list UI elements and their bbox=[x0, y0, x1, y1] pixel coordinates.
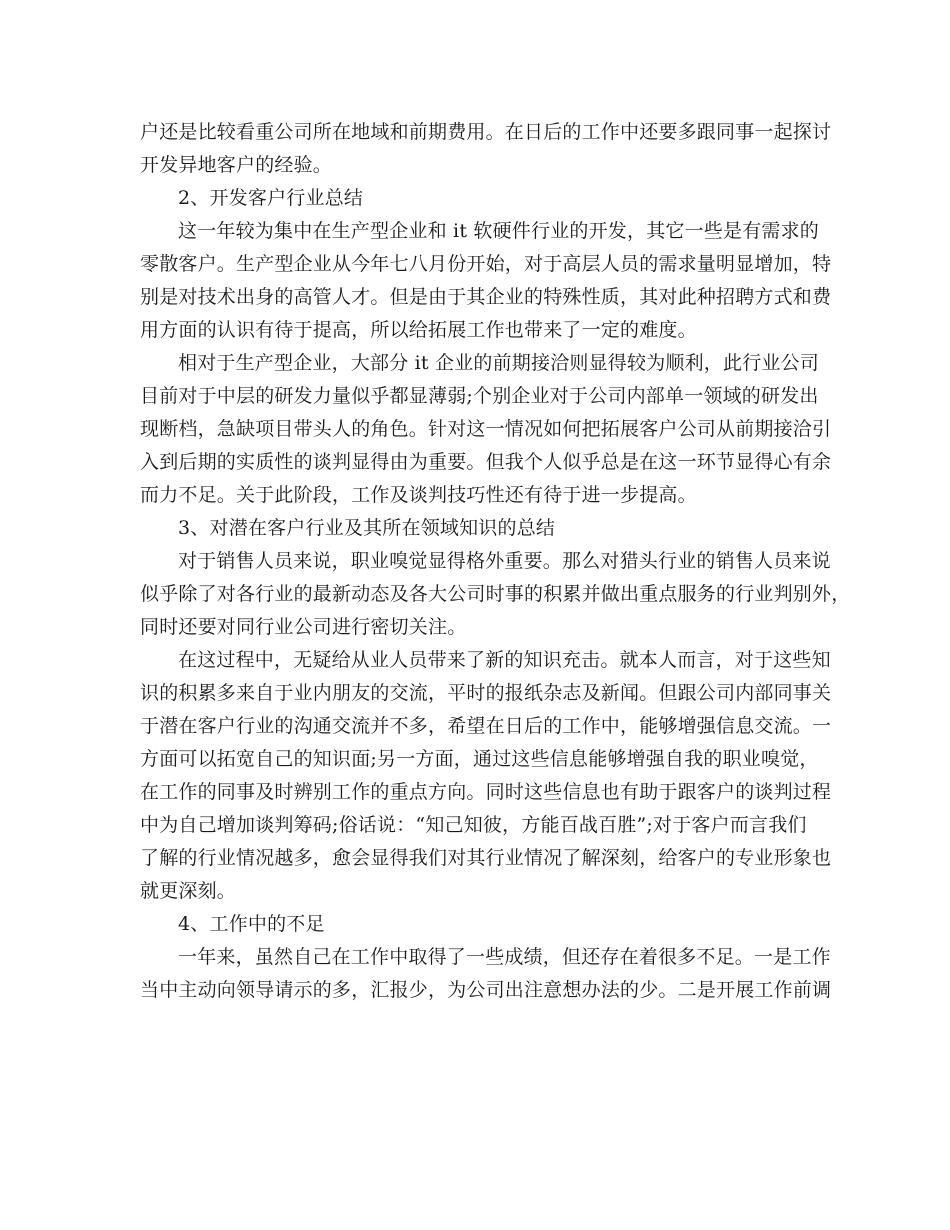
section-heading: 2、开发客户行业总结 bbox=[178, 187, 364, 209]
text-line: 现断档，急缺项目带头人的角色。针对这一情况如何把拓展客户公司从前期接洽引 bbox=[140, 418, 832, 440]
text-line: 相对于生产型企业，大部分 it 企业的前期接洽则显得较为顺利，此行业公司 bbox=[178, 352, 819, 374]
text-line: 方面可以拓宽自己的知识面;另一方面，通过这些信息能够增强自我的职业嗅觉， bbox=[140, 748, 819, 770]
text-line: 在工作的同事及时辨别工作的重点方向。同时这些信息也有助于跟客户的谈判过程 bbox=[140, 781, 832, 803]
text-line: 于潜在客户行业的沟通交流并不多，希望在日后的工作中，能够增强信息交流。一 bbox=[140, 715, 832, 737]
section-heading: 4、工作中的不足 bbox=[178, 913, 325, 935]
text-line: 开发异地客户的经验。 bbox=[140, 154, 333, 176]
text-line: 了解的行业情况越多，愈会显得我们对其行业情况了解深刻，给客户的专业形象也 bbox=[140, 847, 832, 869]
text-line: 识的积累多来自于业内朋友的交流，平时的报纸杂志及新闻。但跟公司内部同事关 bbox=[140, 682, 832, 704]
text-line: 对于销售人员来说，职业嗅觉显得格外重要。那么对猎头行业的销售人员来说 bbox=[178, 550, 831, 572]
text-line: 这一年较为集中在生产型企业和 it 软硬件行业的开发，其它一些是有需求的 bbox=[178, 220, 819, 242]
text-line: 似乎除了对各行业的最新动态及各大公司时事的积累并做出重点服务的行业判别外， bbox=[140, 583, 851, 605]
document-body bbox=[140, 116, 851, 1007]
text-line: 当中主动向领导请示的多，汇报少，为公司出注意想办法的少。二是开展工作前调 bbox=[140, 979, 832, 1001]
text-line: 入到后期的实质性的谈判显得由为重要。但我个人似乎总是在这一环节显得心有余 bbox=[140, 451, 832, 473]
text-line: 在这过程中，无疑给从业人员带来了新的知识充击。就本人而言，对于这些知 bbox=[178, 649, 831, 671]
text-line: 别是对技术出身的高管人才。但是由于其企业的特殊性质，其对此种招聘方式和费 bbox=[140, 286, 832, 308]
text-line: 目前对于中层的研发力量似乎都显薄弱;个别企业对于公司内部单一领域的研发出 bbox=[140, 385, 819, 407]
text-line: 中为自己增加谈判筹码;俗话说：“知己知彼，方能百战百胜”;对于客户而言我们 bbox=[140, 814, 807, 836]
text-line: 用方面的认识有待于提高，所以给拓展工作也带来了一定的难度。 bbox=[140, 319, 697, 341]
text-line: 户还是比较看重公司所在地域和前期费用。在日后的工作中还要多跟同事一起探讨 bbox=[140, 121, 832, 143]
text-line: 零散客户。生产型企业从今年七八月份开始，对于高层人员的需求量明显增加，特 bbox=[140, 253, 832, 275]
text-line: 就更深刻。 bbox=[140, 880, 237, 902]
text-line: 一年来，虽然自己在工作中取得了一些成绩，但还存在着很多不足。一是工作 bbox=[178, 946, 831, 968]
text-line: 而力不足。关于此阶段，工作及谈判技巧性还有待于进一步提高。 bbox=[140, 484, 697, 506]
section-heading: 3、对潜在客户行业及其所在领域知识的总结 bbox=[178, 517, 556, 539]
text-line: 同时还要对同行业公司进行密切关注。 bbox=[140, 616, 467, 638]
